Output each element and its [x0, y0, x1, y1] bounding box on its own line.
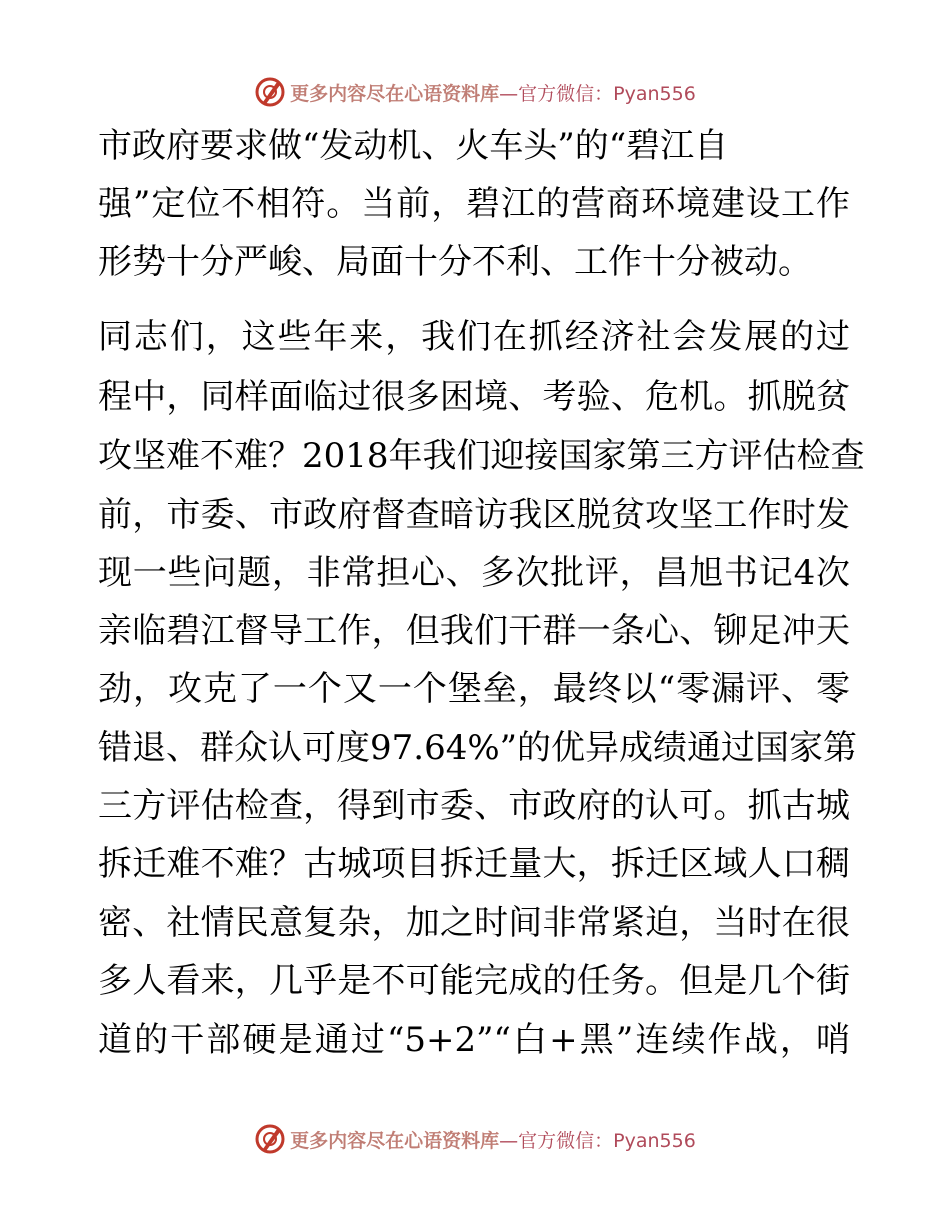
paragraph-start-line: 同志们，这些年来，我们在抓经济社会发展的过	[98, 317, 850, 357]
text-line: 多人看来，几乎是不可能完成的任务。但是几个街	[98, 961, 850, 1001]
header-watermark	[0, 72, 950, 112]
text-line: 拆迁难不难？古城项目拆迁量大，拆迁区域人口稠	[98, 844, 850, 884]
text-line: 攻坚难不难？2018年我们迎接国家第三方评估检查	[98, 436, 865, 476]
logo-icon	[254, 1123, 286, 1155]
text-line: 现一些问题，非常担心、多次批评，昌旭书记4次	[98, 553, 850, 593]
footer-watermark	[0, 1119, 950, 1159]
text-line: 亲临碧江督导工作，但我们干群一条心、铆足冲天	[98, 611, 850, 651]
text-line: 程中，同样面临过很多困境、考验、危机。抓脱贫	[98, 377, 850, 417]
text-line: 前，市委、市政府督查暗访我区脱贫攻坚工作时发	[98, 495, 850, 535]
text-line: 形势十分严峻、局面十分不利、工作十分被动。	[98, 242, 812, 282]
text-line: 道的干部硬是通过“5+2”“白+黑”连续作战，哨	[98, 1020, 850, 1060]
watermark-lead: 更多内容尽在心语资料库	[290, 82, 500, 105]
watermark-lead: 更多内容尽在心语资料库	[290, 1129, 500, 1152]
watermark-tail: —官方微信：Pyan556	[499, 82, 696, 105]
text-line: 劲，攻克了一个又一个堡垒，最终以“零漏评、零	[98, 669, 850, 709]
text-line: 强”定位不相符。当前，碧江的营商环境建设工作	[98, 184, 850, 224]
text-line: 三方评估检查，得到市委、市政府的认可。抓古城	[98, 786, 850, 826]
watermark-tail: —官方微信：Pyan556	[499, 1129, 696, 1152]
text-line: 市政府要求做“发动机、火车头”的“碧江自	[98, 126, 729, 166]
text-line: 错退、群众认可度97.64%”的优异成绩通过国家第	[98, 728, 858, 768]
text-line: 密、社情民意复杂，加之时间非常紧迫，当时在很	[98, 903, 850, 943]
logo-icon	[254, 76, 286, 108]
